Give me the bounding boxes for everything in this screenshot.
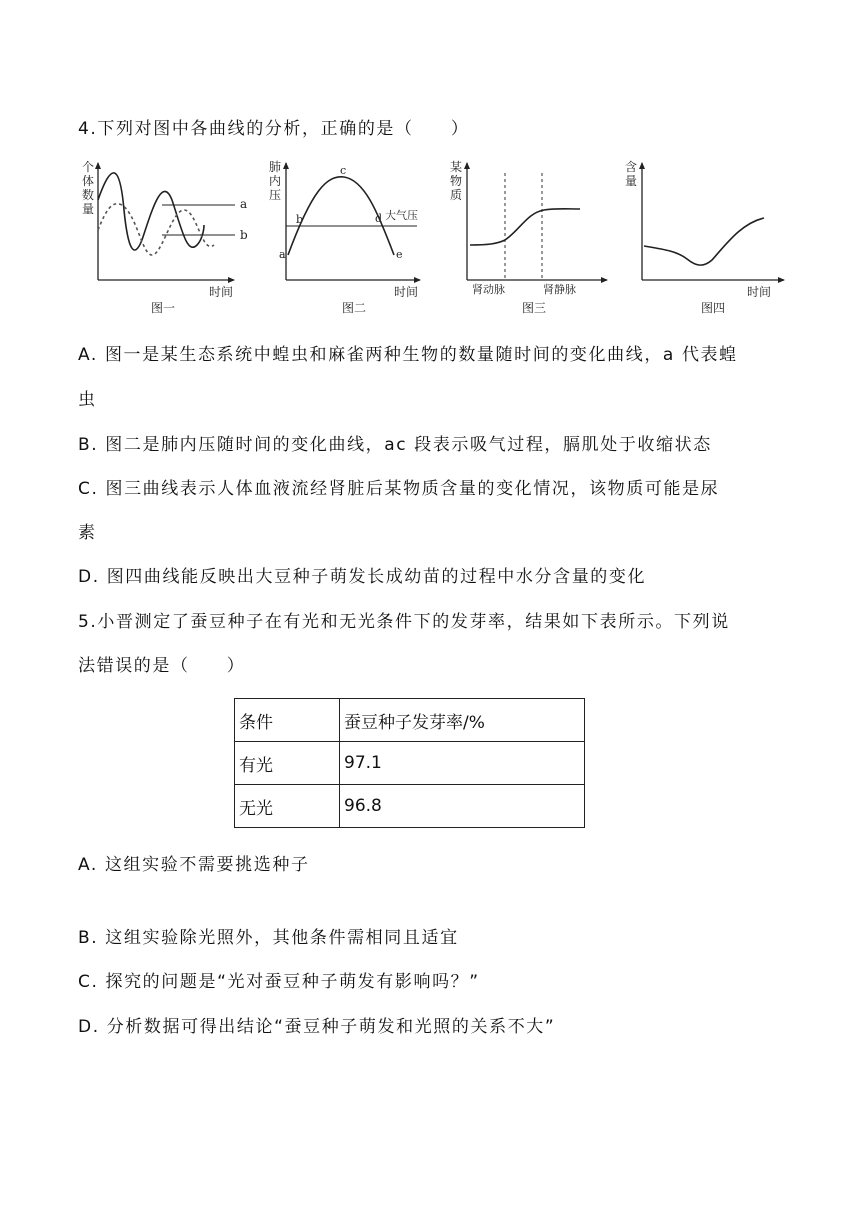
- q5-option-b: B. 这组实验除光照外，其他条件需相同且适宜: [78, 928, 459, 948]
- fig4-xlabel: 时间: [747, 285, 772, 299]
- fig3-ylabel-1: 某: [450, 160, 463, 174]
- figure-3: [450, 160, 607, 315]
- fig1-ylabel-4: 量: [82, 202, 95, 216]
- question-5-stem-line2: 法错误的是（ ）: [78, 656, 246, 676]
- table-row: [235, 742, 585, 785]
- fig3-ylabel-2: 物: [450, 174, 463, 188]
- q4-option-a-line1: A. 图一是某生态系统中蝗虫和麻雀两种生物的数量随时间的变化曲线，a 代表蝗: [78, 345, 738, 365]
- fig2-atm-label: 大气压: [385, 209, 418, 222]
- fig4-content-curve: [644, 218, 764, 265]
- table-cell-rate: 97.1: [340, 742, 585, 785]
- fig2-xlabel: 时间: [394, 285, 419, 299]
- fig1-label-b: b: [240, 228, 248, 242]
- fig1-dashed-curve: [98, 204, 214, 255]
- fig2-point-e: e: [396, 248, 403, 261]
- figure-1: [82, 160, 248, 315]
- figure-2: [269, 159, 420, 315]
- q4-option-b: B. 图二是肺内压随时间的变化曲线，ac 段表示吸气过程，膈肌处于收缩状态: [78, 435, 712, 455]
- fig1-ylabel-2: 体: [82, 174, 95, 188]
- table-header-row: [235, 699, 585, 742]
- fig4-caption: 图四: [701, 301, 726, 315]
- figures-svg: [72, 155, 792, 320]
- question-5-stem-line1: 5.小晋测定了蚕豆种子在有光和无光条件下的发芽率，结果如下表所示。下列说: [78, 612, 730, 632]
- q4-option-c-line1: C. 图三曲线表示人体血液流经肾脏后某物质含量的变化情况，该物质可能是尿: [78, 479, 720, 499]
- q5-option-d: D. 分析数据可得出结论“蚕豆种子萌发和光照的关系不大”: [78, 1017, 556, 1037]
- fig2-ylabel-1: 肺: [269, 160, 282, 174]
- question-4-figures: [72, 155, 792, 320]
- table-header-condition: 条件: [235, 699, 340, 742]
- fig3-ylabel-3: 质: [450, 188, 463, 202]
- fig3-caption: 图三: [522, 301, 547, 315]
- q4-option-c-line2: 素: [78, 523, 97, 543]
- question-4-stem: 4.下列对图中各曲线的分析，正确的是（ ）: [78, 119, 470, 139]
- q5-option-c: C. 探究的问题是“光对蚕豆种子萌发有影响吗？”: [78, 972, 480, 992]
- q4-option-d: D. 图四曲线能反映出大豆种子萌发长成幼苗的过程中水分含量的变化: [78, 567, 647, 587]
- fig3-substance-curve: [470, 209, 580, 245]
- fig1-solid-curve: [98, 173, 204, 250]
- fig3-label-artery: 肾动脉: [472, 283, 505, 296]
- fig4-ylabel-1: 含: [625, 160, 638, 174]
- table-cell-condition: 有光: [235, 742, 340, 785]
- table-cell-condition: 无光: [235, 785, 340, 828]
- fig1-label-a: a: [240, 197, 248, 211]
- fig2-ylabel-3: 压: [269, 188, 282, 202]
- fig4-ylabel-2: 量: [625, 174, 638, 188]
- figure-4: [625, 160, 784, 315]
- fig2-caption: 图二: [342, 301, 367, 315]
- fig2-point-a: a: [279, 248, 286, 261]
- q4-option-a-line2: 虫: [78, 390, 97, 410]
- fig2-ylabel-2: 内: [269, 174, 282, 188]
- fig2-point-b: b: [296, 213, 304, 226]
- fig1-ylabel-1: 个: [82, 160, 95, 174]
- fig3-label-vein: 肾静脉: [543, 283, 576, 296]
- fig1-ylabel-3: 数: [82, 188, 95, 202]
- fig2-point-c: c: [340, 164, 347, 177]
- table-header-rate: 蚕豆种子发芽率/%: [340, 699, 585, 742]
- table-row: [235, 785, 585, 828]
- q5-option-a: A. 这组实验不需要挑选种子: [78, 855, 310, 875]
- germination-table: [234, 698, 585, 828]
- fig1-caption: 图一: [151, 301, 176, 315]
- table-cell-rate: 96.8: [340, 785, 585, 828]
- fig2-point-d: d: [375, 212, 383, 225]
- fig1-xlabel: 时间: [209, 285, 234, 299]
